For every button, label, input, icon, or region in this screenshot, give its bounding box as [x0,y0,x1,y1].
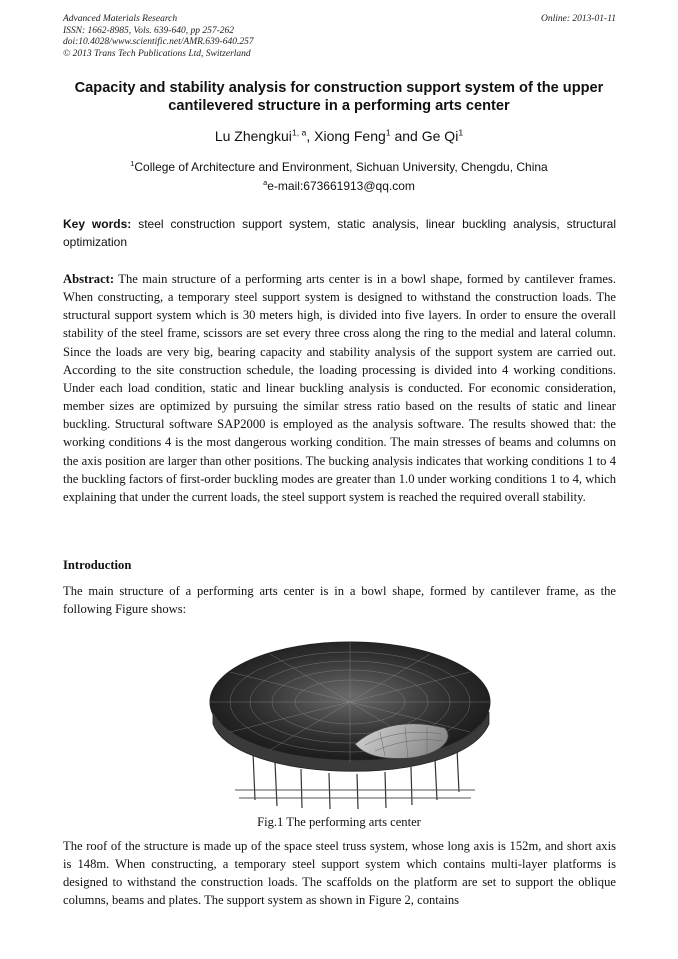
author-name: Lu Zhengkui [214,128,292,144]
affiliation-block [0,158,678,196]
abstract [63,270,616,506]
email-text: e-mail:673661913@qq.com [267,179,415,193]
abstract-text: The main structure of a performing arts center is in a bowl shape, formed by cantilever frames. When constructing, a temporary steel support system is designed to withstand the construction loads. The structural support system which is 30 meters high, is divided into five layers. In order to ensure the overall stability of the steel frame, scissors are set every three cross along the ring to the medial and lateral column. Since the loads are very big, bearing capacity and stability analysis of the support system are carried out. According to the site construction schedule, the loading processing is divided into 4 working conditions. Under each load condition, static and linear buckling analysis is conducted. For economic consideration, member sizes are optimized by pursuing the similar stress ratio based on the results of static and linear buckling. Structural software SAP2000 is employed as the analysis software. The results showed that: the working conditions 4 is the most dangerous working condition. The main stresses of beams and columns on the axis position are larger than other positions. The bucking analysis indicates that working conditions 1 to 4 the buckling factors of first-order buckling modes are greater than 1.0 under working conditions 1 to 4, which explaining that under the current loads, the steel support system is reached the required overall stability. [63,272,617,504]
author-affiliation-mark: 1 [385,127,391,138]
affiliation-text: College of Architecture and Environment, Sichuan University, Chengdu, China [134,160,548,174]
body-paragraph: The roof of the structure is made up of the space steel truss system, whose long axis is 152m, and short axis is 148m. When constructing, a temporary steel support system which contains multi-layer platforms is designed to withstand the construction loads. The scaffolds on the platform are set to support the oblique columns, beams and plates. The support system as shown in Figure 2, contains [63,839,616,908]
affiliation-mark: 1 [130,159,135,168]
abstract-label: Abstract: [63,272,115,286]
online-date: Online: 2013-01-11 [540,14,616,24]
keywords-label: Key words: [63,217,132,231]
author-list [0,127,678,145]
copyright-line: © 2013 Trans Tech Publications Ltd, Switzerland [63,48,251,59]
figure-caption: Fig.1 The performing arts center [257,815,421,829]
email-mark: a [263,178,268,187]
journal-name: Advanced Materials Research [63,14,178,24]
author-affiliation-mark: 1 [458,127,464,138]
running-header [63,14,616,60]
paper-title: Capacity and stability analysis for construction support system of the upper cantilevered structure in a performing arts center [74,80,604,114]
affiliation-line [0,158,678,177]
keywords-text: steel construction support system, static analysis, linear buckling analysis, structural optimization [63,217,616,249]
keywords [63,215,616,251]
author-affiliation-mark: 1, a [291,127,307,138]
author-name: Xiong Feng [314,128,386,144]
author-separator: and [390,128,422,144]
publication-info [63,14,616,60]
author-name: Ge Qi [421,128,459,144]
section-heading-introduction: Introduction [63,558,132,572]
introduction-paragraph: The main structure of a performing arts center is in a bowl shape, formed by cantilever frame, as the following Figure shows: [63,584,616,617]
author-separator: , [306,128,315,144]
email-line [0,177,678,196]
doi-line: doi:10.4028/www.scientific.net/AMR.639-640.257 [63,37,254,48]
issn-line: ISSN: 1662-8985, Vols. 639-640, pp 257-262 [63,25,234,36]
figure-performing-arts-center [205,632,495,810]
